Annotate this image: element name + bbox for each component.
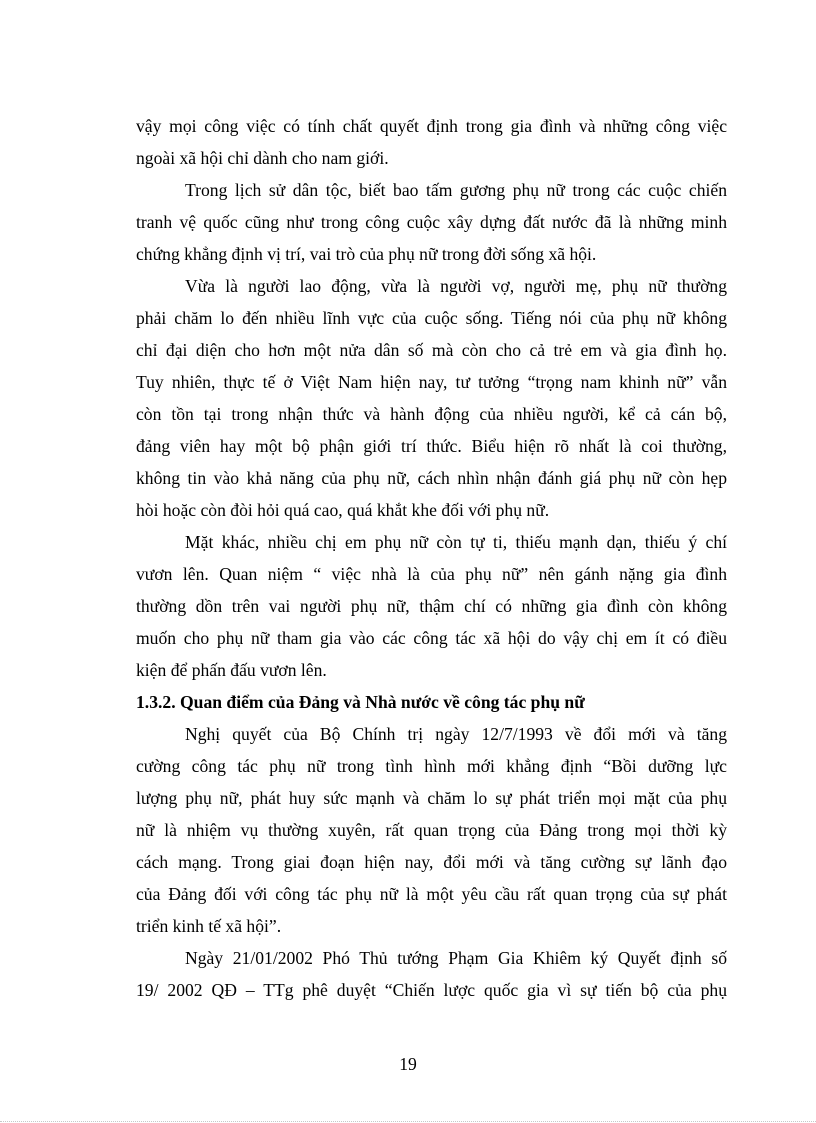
text-line: phải chăm lo đến nhiều lĩnh vực của cuộc sống. Tiếng nói của phụ nữ không [136, 308, 727, 328]
text-line: muốn cho phụ nữ tham gia vào các công tác xã hội do vậy chị em ít có điều [136, 628, 727, 648]
text-line: kiện để phấn đấu vươn lên. [136, 660, 327, 680]
paragraph [136, 526, 727, 686]
paragraph [136, 270, 727, 526]
text-line: lượng phụ nữ, phát huy sức mạnh và chăm lo sự phát triển mọi mặt của phụ [136, 788, 727, 808]
text-line: còn tồn tại trong nhận thức và hành động của nhiều người, kể cả cán bộ, [136, 404, 727, 424]
text-line: Nghị quyết của Bộ Chính trị ngày 12/7/1993 về đổi mới và tăng [185, 724, 727, 744]
paragraph [136, 174, 727, 270]
text-line: cường công tác phụ nữ trong tình hình mới khẳng định “Bồi dưỡng lực [136, 756, 727, 776]
page-body [136, 110, 727, 1006]
text-line: Mặt khác, nhiều chị em phụ nữ còn tự ti, thiếu mạnh dạn, thiếu ý chí [185, 532, 727, 552]
text-line: không tin vào khả năng của phụ nữ, cách nhìn nhận đánh giá phụ nữ còn hẹp [136, 468, 727, 488]
text-line: triển kinh tế xã hội”. [136, 916, 282, 936]
text-line: Trong lịch sử dân tộc, biết bao tấm gương phụ nữ trong các cuộc chiến [185, 180, 727, 200]
text-line: tranh vệ quốc cũng như trong công cuộc xây dựng đất nước đã là những minh [136, 212, 727, 232]
text-line: chỉ đại diện cho hơn một nửa dân số mà còn cho cả trẻ em và gia đình họ. [136, 340, 727, 360]
text-line: vậy mọi công việc có tính chất quyết định trong gia đình và những công việc [136, 116, 727, 136]
section-heading: 1.3.2. Quan điểm của Đảng và Nhà nước về công tác phụ nữ [136, 692, 585, 712]
text-line: Vừa là người lao động, vừa là người vợ, người mẹ, phụ nữ thường [185, 276, 727, 296]
text-line: 19/ 2002 QĐ – TTg phê duyệt “Chiến lược quốc gia vì sự tiến bộ của phụ [136, 980, 727, 1000]
text-line: Tuy nhiên, thực tế ở Việt Nam hiện nay, tư tưởng “trọng nam khinh nữ” vẫn [136, 372, 727, 392]
text-line: chứng khẳng định vị trí, vai trò của phụ nữ trong đời sống xã hội. [136, 244, 597, 264]
paragraph [136, 110, 727, 174]
text-line: vươn lên. Quan niệm “ việc nhà là của phụ nữ” nên gánh nặng gia đình [136, 564, 727, 584]
paragraph [136, 942, 727, 1006]
text-line: đảng viên hay một bộ phận giới trí thức. Biểu hiện rõ nhất là coi thường, [136, 436, 727, 456]
page-number: 19 [399, 1054, 417, 1074]
text-line: ngoài xã hội chỉ dành cho nam giới. [136, 148, 389, 168]
text-line: nữ là nhiệm vụ thường xuyên, rất quan trọng của Đảng trong mọi thời kỳ [136, 820, 727, 840]
paragraph [136, 718, 727, 942]
text-line: thường dồn trên vai người phụ nữ, thậm chí có những gia đình còn không [136, 596, 727, 616]
page-bottom-divider [0, 1121, 816, 1122]
text-line: hòi hoặc còn đòi hỏi quá cao, quá khắt khe đối với phụ nữ. [136, 500, 550, 520]
text-line: cách mạng. Trong giai đoạn hiện nay, đổi mới và tăng cường sự lãnh đạo [136, 852, 727, 872]
text-line: Ngày 21/01/2002 Phó Thủ tướng Phạm Gia Khiêm ký Quyết định số [185, 948, 727, 968]
text-line: của Đảng đối với công tác phụ nữ là một yêu cầu rất quan trọng của sự phát [136, 884, 727, 904]
